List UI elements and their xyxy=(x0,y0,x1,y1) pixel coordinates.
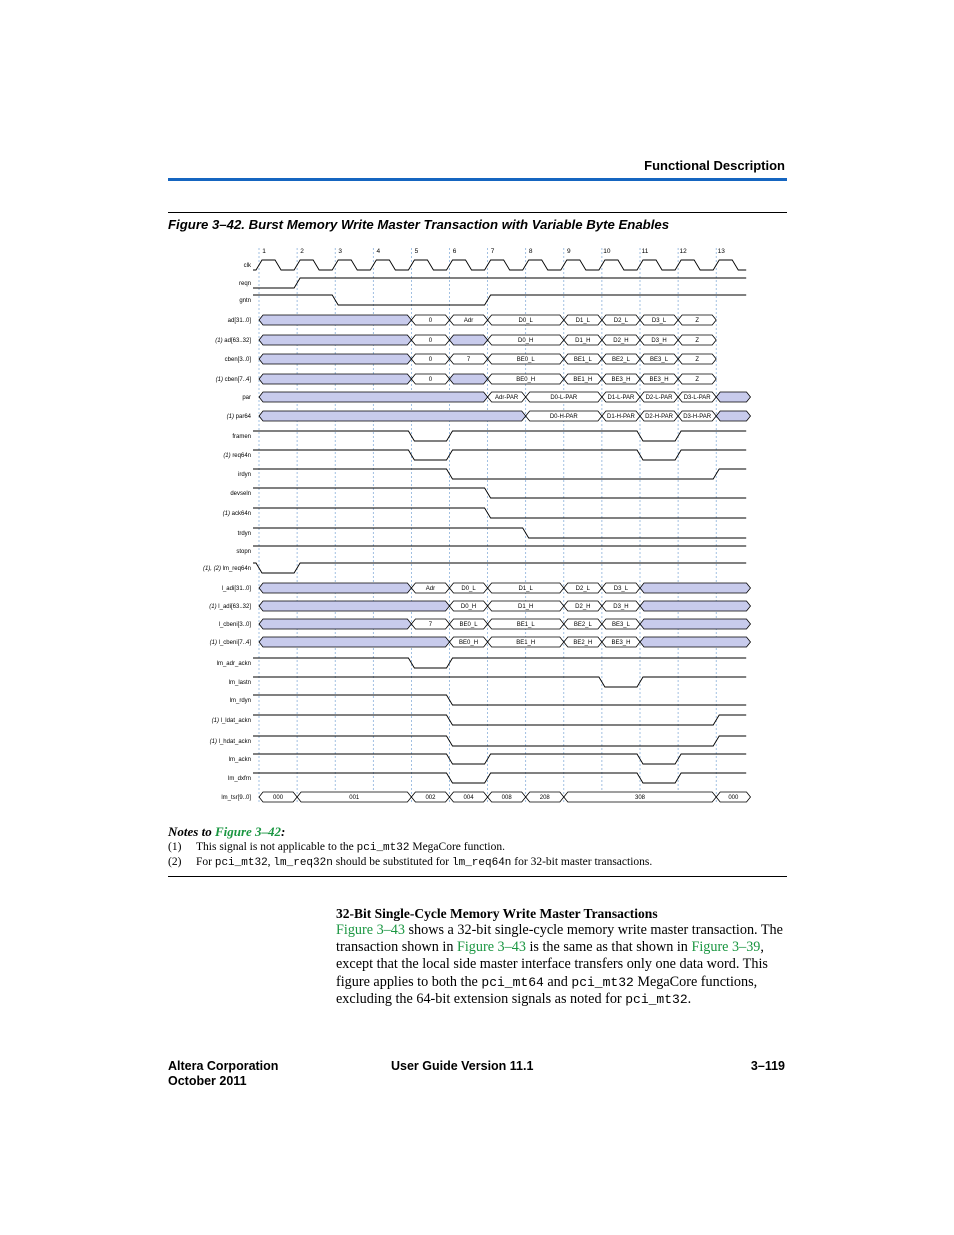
cben-lo-value: Z xyxy=(695,357,699,363)
cben-hi-value: BE1_H xyxy=(573,377,593,383)
l-cbeni-lo-value: 7 xyxy=(428,622,433,628)
ad-lo-value: D2_L xyxy=(613,318,629,324)
cben-hi-value: Z xyxy=(695,377,699,383)
lm-tsr-value: 001 xyxy=(349,795,360,801)
clock-number: 6 xyxy=(452,248,457,255)
signal-label: irdyn xyxy=(237,472,251,478)
lm-rdyn-waveform xyxy=(253,695,746,705)
clock-number: 8 xyxy=(528,248,533,255)
ad-lo-segment xyxy=(259,315,411,325)
ad-hi-value: D0_H xyxy=(518,338,534,344)
page-number: 3–119 xyxy=(750,1059,785,1073)
body-text: , except that the local side master interface transfers only one data word. This figure applies to both the xyxy=(336,939,768,990)
clock-number: 5 xyxy=(414,248,419,255)
inline-code: pci_mt32 xyxy=(356,842,410,854)
clock-number: 10 xyxy=(603,248,611,255)
ad-hi-value: Z xyxy=(695,338,699,344)
clock-number: 2 xyxy=(300,248,304,255)
ad-lo-value: 0 xyxy=(428,318,433,324)
signal-label: framen xyxy=(232,434,251,440)
signal-label: (1) l_hdat_ackn xyxy=(209,739,251,745)
cben-lo-value: BE1_L xyxy=(573,357,592,363)
l-hdat-ackn-waveform xyxy=(253,736,746,746)
l-adi-hi-value: D3_H xyxy=(613,604,629,610)
figure-title: Figure 3–42. Burst Memory Write Master Transaction with Variable Byte Enables xyxy=(168,217,670,232)
body-text: MegaCore functions, excluding the 64-bit extension signals as noted for xyxy=(336,973,758,1007)
ad-lo-value: Adr xyxy=(463,318,474,324)
l-cbeni-lo-segment xyxy=(259,619,411,629)
clock-number: 3 xyxy=(338,248,343,255)
par64-value: D0-H-PAR xyxy=(549,414,578,420)
signal-label: trdyn xyxy=(237,531,251,537)
signal-label: par xyxy=(242,395,251,401)
signal-label: lm_ackn xyxy=(228,757,251,763)
note-number: (1) xyxy=(168,841,182,853)
cben-lo-value: BE0_L xyxy=(516,357,535,363)
timing-diagram-svg xyxy=(168,242,787,810)
par64-value: D3-H-PAR xyxy=(683,414,712,420)
clock-number: 1 xyxy=(262,248,266,255)
par-segment xyxy=(716,392,750,402)
l-adi-lo-segment xyxy=(259,583,411,593)
footer-date: October 2011 xyxy=(168,1074,247,1088)
lm-tsr-value: 004 xyxy=(463,795,474,801)
figure-notes xyxy=(168,824,787,870)
l-cbeni-hi-value: BE1_H xyxy=(516,640,536,646)
signal-label: (1) ack64n xyxy=(222,511,251,517)
irdyn-waveform xyxy=(253,469,746,479)
notes-list xyxy=(168,840,787,870)
par-value: Adr-PAR xyxy=(495,395,519,401)
lm-lastn-waveform xyxy=(253,677,746,687)
inline-code: pci_mt64 xyxy=(481,974,544,990)
body-text: This signal is not applicable to the xyxy=(196,841,357,853)
inline-code: lm_req64n xyxy=(452,857,512,869)
ad-lo-value: D1_L xyxy=(575,318,591,324)
framen-waveform xyxy=(253,431,746,441)
cben-hi-segment xyxy=(259,374,411,384)
signal-label: devseln xyxy=(230,491,251,497)
signal-label: (1), (2) lm_req64n xyxy=(202,566,251,572)
l-cbeni-lo-segment xyxy=(640,619,750,629)
signal-label: lm_dxfrn xyxy=(227,776,251,782)
ad-lo-value: Z xyxy=(695,318,699,324)
l-cbeni-hi-value: BE3_H xyxy=(611,640,631,646)
par-value: D1-L-PAR xyxy=(607,395,635,401)
notes-figure-link[interactable]: Figure 3–42 xyxy=(214,824,282,839)
par64-segment xyxy=(259,411,526,421)
ad-lo-value: D0_L xyxy=(518,318,533,324)
lm-tsr-value: 000 xyxy=(273,795,284,801)
clock-number: 9 xyxy=(566,248,571,255)
lm-tsr-value: 308 xyxy=(634,795,646,801)
l-adi-hi-value: D2_H xyxy=(575,604,591,610)
ad-hi-segment xyxy=(450,335,488,345)
l-cbeni-lo-value: BE1_L xyxy=(516,622,535,628)
l-ldat-ackn-waveform xyxy=(253,715,746,725)
l-cbeni-lo-value: BE0_L xyxy=(459,622,478,628)
inline-code: pci_mt32 xyxy=(214,857,268,869)
gntn-waveform xyxy=(253,295,746,305)
l-adi-hi-segment xyxy=(640,601,750,611)
footer-company: Altera Corporation xyxy=(168,1059,279,1073)
signal-label: l_adi[31..0] xyxy=(221,586,251,592)
cben-lo-value: 7 xyxy=(466,357,471,363)
signal-label: reqn xyxy=(238,281,251,287)
timing-diagram xyxy=(168,242,787,810)
cben-lo-value: BE2_L xyxy=(611,357,630,363)
notes-heading xyxy=(168,824,787,840)
signal-label: (1) cben[7..4] xyxy=(215,377,251,383)
header-rule xyxy=(168,178,787,181)
clock-number: 4 xyxy=(376,248,381,255)
clock-number: 12 xyxy=(679,248,687,255)
signal-label: ad[31..0] xyxy=(227,318,251,324)
notes-heading-suffix: : xyxy=(281,824,286,839)
body-text: for 32-bit master transactions. xyxy=(511,856,653,868)
signal-label: (1) ad[63..32] xyxy=(215,338,251,344)
l-adi-hi-value: D0_H xyxy=(460,604,477,610)
note-item xyxy=(168,840,787,855)
signal-label: (1) l_ldat_ackn xyxy=(211,718,251,724)
par64-segment xyxy=(716,411,750,421)
l-cbeni-lo-value: BE3_L xyxy=(611,622,630,628)
inline-code: lm_req32n xyxy=(273,857,333,869)
l-adi-lo-segment xyxy=(640,583,750,593)
body-text: shows a 32-bit single-cycle memory write master transaction. The transaction shown in xyxy=(336,922,783,956)
signal-label: (1) par64 xyxy=(226,414,251,420)
l-cbeni-hi-segment xyxy=(259,637,450,647)
reqn-waveform xyxy=(253,278,746,288)
lm-adr-ackn-waveform xyxy=(253,658,746,668)
figure-link[interactable]: Figure 3–39 xyxy=(691,939,761,956)
inline-code: pci_mt32 xyxy=(571,974,634,990)
ad-hi-value: D1_H xyxy=(575,338,591,344)
signal-label: gntn xyxy=(239,298,251,304)
ad-hi-value: D2_H xyxy=(613,338,629,344)
trdyn-waveform xyxy=(253,528,746,538)
l-adi-lo-value: D2_L xyxy=(575,586,591,592)
figure-link[interactable]: Figure 3–43 xyxy=(336,922,405,938)
signal-label: (1) l_cbeni[7..4] xyxy=(209,640,251,646)
lm-dxfrn-waveform xyxy=(253,773,746,783)
signal-label: stopn xyxy=(236,549,251,555)
figure-top-rule xyxy=(168,212,787,213)
signal-label: cben[3..0] xyxy=(224,357,251,363)
l-cbeni-lo-value: BE2_L xyxy=(573,622,592,628)
body-text: . xyxy=(687,990,692,1007)
par64-value: D1-H-PAR xyxy=(607,414,635,420)
signal-label: (1) req64n xyxy=(223,453,251,459)
l-adi-hi-value: D1_H xyxy=(518,604,534,610)
ad-hi-value: D3_H xyxy=(651,338,667,344)
par-segment xyxy=(259,392,488,402)
signal-label: clk xyxy=(243,263,251,269)
ad-lo-value: D3_L xyxy=(651,318,667,324)
running-header: Functional Description xyxy=(644,158,785,173)
notes-heading-prefix: Notes to xyxy=(168,824,215,839)
clk-waveform xyxy=(253,260,746,270)
figure-link[interactable]: Figure 3–43 xyxy=(456,939,526,956)
cben-hi-value: BE3_H xyxy=(649,377,669,383)
body-text: For xyxy=(196,856,215,868)
section-body xyxy=(336,922,788,1008)
body-text: MegaCore function. xyxy=(409,841,505,853)
ad-hi-segment xyxy=(259,335,411,345)
lm-tsr-value: 002 xyxy=(425,795,436,801)
ack64n-waveform xyxy=(253,508,746,518)
body-text: is the same as that shown in xyxy=(525,939,692,956)
par-value: D3-L-PAR xyxy=(683,395,711,401)
cben-lo-segment xyxy=(259,354,411,364)
lm-req64n-waveform xyxy=(253,563,746,573)
devseln-waveform xyxy=(253,488,746,498)
note-item xyxy=(168,855,787,870)
l-adi-lo-value: Adr xyxy=(425,586,436,592)
cben-hi-value: 0 xyxy=(428,377,433,383)
note-number: (2) xyxy=(168,856,182,868)
clock-number: 7 xyxy=(490,248,495,255)
footer-version: User Guide Version 11.1 xyxy=(391,1059,534,1073)
l-cbeni-hi-segment xyxy=(640,637,750,647)
par-value: D2-L-PAR xyxy=(645,395,673,401)
l-cbeni-hi-value: BE2_H xyxy=(573,640,593,646)
clock-number: 13 xyxy=(717,248,725,255)
body-text: and xyxy=(543,973,572,990)
signal-label: lm_rdyn xyxy=(229,698,251,704)
body-text: , xyxy=(267,856,274,868)
lm-tsr-value: 000 xyxy=(728,795,739,801)
l-adi-lo-value: D1_L xyxy=(518,586,533,592)
figure-bottom-rule xyxy=(168,876,787,877)
ad-hi-value: 0 xyxy=(428,338,433,344)
section-heading: 32-Bit Single-Cycle Memory Write Master Transactions xyxy=(336,906,658,921)
inline-code: pci_mt32 xyxy=(625,991,688,1007)
body-text: should be substituted for xyxy=(332,856,452,868)
footer-left xyxy=(168,1059,278,1089)
req64n-waveform xyxy=(253,450,746,460)
lm-ackn-waveform xyxy=(253,754,746,764)
cben-hi-value: BE3_H xyxy=(611,377,631,383)
par-value: D0-L-PAR xyxy=(550,395,578,401)
lm-tsr-value: 208 xyxy=(539,795,550,801)
l-adi-lo-value: D0_L xyxy=(461,586,476,592)
cben-lo-value: 0 xyxy=(428,357,433,363)
clock-number: 11 xyxy=(641,248,649,255)
par64-value: D2-H-PAR xyxy=(645,414,673,420)
signal-label: lm_tsr[9..0] xyxy=(221,795,251,801)
l-adi-hi-segment xyxy=(259,601,450,611)
l-cbeni-hi-value: BE0_H xyxy=(459,640,479,646)
lm-tsr-value: 008 xyxy=(501,795,512,801)
signal-label: (1) l_adi[63..32] xyxy=(209,604,251,610)
signal-label: lm_lastn xyxy=(228,680,251,686)
signal-label: l_cbeni[3..0] xyxy=(218,622,251,628)
signal-label: lm_adr_ackn xyxy=(216,661,251,667)
cben-hi-segment xyxy=(450,374,488,384)
cben-lo-value: BE3_L xyxy=(650,357,669,363)
cben-hi-value: BE0_H xyxy=(516,377,536,383)
l-adi-lo-value: D3_L xyxy=(613,586,629,592)
